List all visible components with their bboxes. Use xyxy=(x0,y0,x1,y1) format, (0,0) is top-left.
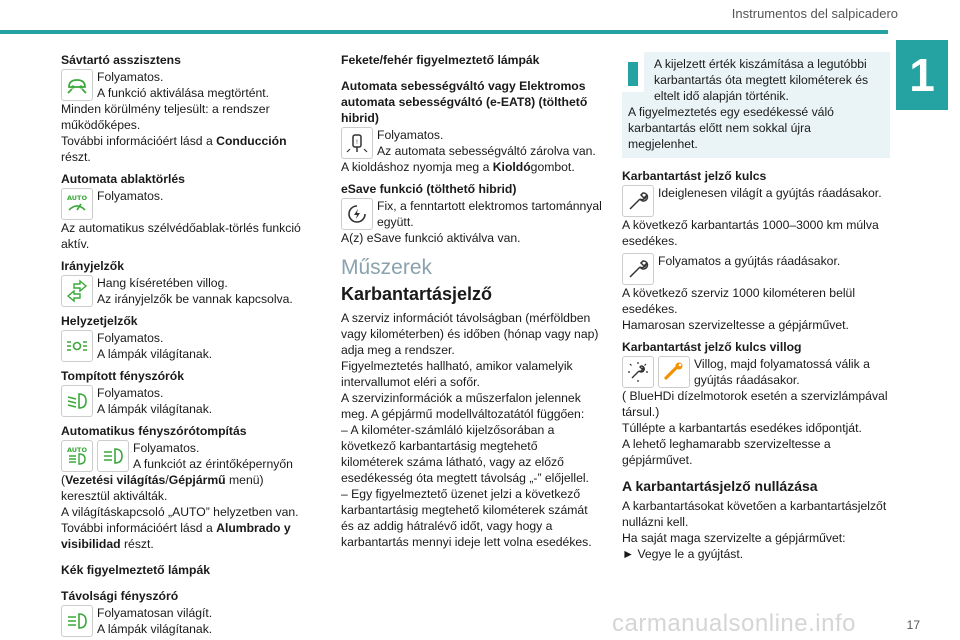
menu-reference: Gépjármű xyxy=(168,473,226,487)
subsection-title: A karbantartásjelző nullázása xyxy=(622,478,818,494)
paragraph: A(z) eSave funkció aktiválva van. xyxy=(341,231,521,245)
paragraph xyxy=(61,520,301,552)
svg-text:AUTO: AUTO xyxy=(66,446,88,454)
paragraph: A szervizinformációk a műszerfalon jelennek meg. A gépjármű modellváltozatától függően: xyxy=(341,391,585,421)
text: Az automata sebességváltó zárolva van. xyxy=(377,144,596,158)
heading-low-beam: Tompított fényszórók xyxy=(61,369,184,383)
heading-blue-warning-lamps: Kék figyelmeztető lámpák xyxy=(61,563,211,577)
text: Az irányjelzők be vannak kapcsolva. xyxy=(97,292,293,306)
info-box xyxy=(622,52,890,158)
page-number: 17 xyxy=(906,618,920,632)
text: Folyamatos. xyxy=(97,189,164,203)
svg-text:AUTO: AUTO xyxy=(66,194,88,202)
svg-text:!: ! xyxy=(355,139,359,146)
paragraph: Hamarosan szervizeltesse a gépjárművet. xyxy=(622,318,849,332)
paragraph: Az automatikus szélvédőablak-törlés funkció aktív. xyxy=(61,221,301,251)
info-icon xyxy=(622,52,644,92)
section-title: Műszerek xyxy=(341,256,433,279)
main-beam-icon xyxy=(61,605,93,637)
paragraph: A karbantartásokat követően a karbantartásjelzőt nullázni kell. xyxy=(622,499,887,529)
text: Folyamatosan világít. xyxy=(97,606,213,620)
text: Villog, majd folyamatossá válik a gyújtás ráadásakor. xyxy=(694,357,870,387)
text: Hang kíséretében villog. xyxy=(97,276,228,290)
paragraph: – A kilométer-számláló kijelzősorában a következő karbantartásig megtehető kilométerek száma látható, vagy az előző esedékesség óta megtett távolság „-” előjellel. xyxy=(341,423,589,485)
orange-wrench-icon xyxy=(658,356,690,388)
watermark: carmanualsonline.info xyxy=(612,610,856,637)
text: gombot. xyxy=(530,160,575,174)
text: részt. xyxy=(61,150,91,164)
column-1 xyxy=(61,52,301,637)
heading-turn-signals: Irányjelzők xyxy=(61,259,124,273)
paragraph xyxy=(61,472,301,504)
paragraph: A szerviz információt távolságban (mérföldben vagy kilométerben) és időben (hónap vagy nap) adja meg a rendszer. xyxy=(341,311,599,357)
text: A lámpák világítanak. xyxy=(97,622,213,636)
column-2 xyxy=(341,52,603,550)
text: részt. xyxy=(120,537,154,551)
text: menü) keresztül aktiválták. xyxy=(61,473,264,503)
wrench-icon xyxy=(622,253,654,285)
heading-main-beam: Távolsági fényszóró xyxy=(61,589,179,603)
indicator-row xyxy=(61,69,301,101)
indicator-row xyxy=(341,127,603,159)
heading-position-lights: Helyzetjelzők xyxy=(61,314,138,328)
indicator-row xyxy=(61,385,301,417)
text: Folyamatos a gyújtás ráadásakor. xyxy=(658,254,841,268)
paragraph: – Egy figyelmeztető üzenet jelzi a következő karbantartásig megtehető kilométerek számát és az addig hátralévő időt, vagy hogy a karbantartás mennyi ideje lett volna esedékes. xyxy=(341,487,592,549)
text: ( xyxy=(61,473,66,487)
text: További információért lásd a xyxy=(61,521,217,535)
indicator-row xyxy=(61,330,301,362)
heading-bw-warning-lamps: Fekete/fehér figyelmeztető lámpák xyxy=(341,53,540,67)
indicator-row xyxy=(61,275,301,307)
indicator-row xyxy=(622,185,890,217)
indicator-row xyxy=(622,356,890,388)
text: Folyamatos. xyxy=(377,128,444,142)
text: Folyamatos. xyxy=(97,386,164,400)
auto-headlight-icon xyxy=(61,440,93,472)
paragraph: A lehető leghamarabb szervizeltesse a gépjárművet. xyxy=(622,437,831,467)
high-beam-assist-icon xyxy=(97,440,129,472)
auto-wiper-icon xyxy=(61,188,93,220)
text: Ideiglenesen világít a gyújtás ráadásakor. xyxy=(658,186,882,200)
text: Folyamatos. xyxy=(97,331,164,345)
heading-service-key-flashing: Karbantartást jelző kulcs villog xyxy=(622,340,802,354)
heading-auto-high-beam: Automatikus fényszórótompítás xyxy=(61,424,247,438)
text: Folyamatos. xyxy=(97,70,164,84)
paragraph: Túllépte a karbantartás esedékes időpontját. xyxy=(622,421,862,435)
indicator-row xyxy=(61,188,301,220)
header-accent-bar xyxy=(0,30,888,34)
paragraph: A figyelmeztetés egy esedékessé váló karbantartás előtt nem sokkal újra megjelenhet. xyxy=(628,105,834,151)
header-title: Instrumentos del salpicadero xyxy=(731,6,898,21)
link-reference: Conducción xyxy=(216,134,287,148)
indicator-row xyxy=(61,605,301,637)
indicator-row xyxy=(61,440,301,472)
turn-signal-icon xyxy=(61,275,93,307)
heading-esave: eSave funkció (tölthető hibrid) xyxy=(341,182,517,196)
text: A kioldáshoz nyomja meg a xyxy=(341,160,493,174)
indicator-row xyxy=(341,198,603,230)
paragraph: Minden körülmény teljesült: a rendszer működőképes. xyxy=(61,102,270,132)
heading-auto-wipers: Automata ablaktörlés xyxy=(61,172,185,186)
paragraph xyxy=(341,159,603,175)
link-reference: Alumbrado y visibilidad xyxy=(61,521,291,551)
chapter-tab: 1 xyxy=(896,40,948,110)
text: A funkciót az érintőképernyőn xyxy=(133,457,293,471)
paragraph: A kijelzett érték kiszámítása a legutóbbi karbantartás óta megtett kilométerek és eltelt idő alapján történik. xyxy=(654,57,869,103)
text: A lámpák világítanak. xyxy=(97,402,213,416)
gearbox-lock-icon xyxy=(341,127,373,159)
text: Fix, a fenntartott elektromos tartománnyal együtt. xyxy=(377,199,602,229)
indicator-row xyxy=(622,253,890,285)
position-lights-icon xyxy=(61,330,93,362)
text: További információért lásd a xyxy=(61,134,217,148)
heading-service-key: Karbantartást jelző kulcs xyxy=(622,169,767,183)
flashing-wrench-icon xyxy=(622,356,654,388)
paragraph: Figyelmeztetés hallható, amikor valamelyik intervallumot eléri a sofőr. xyxy=(341,359,573,389)
lane-assist-icon xyxy=(61,69,93,101)
low-beam-icon xyxy=(61,385,93,417)
paragraph: A világításkapcsoló „AUTO” helyzetben van. xyxy=(61,505,299,519)
button-reference: Kioldó xyxy=(492,160,531,174)
paragraph: Ha saját maga szervizelte a gépjárművet: xyxy=(622,531,846,545)
esave-icon xyxy=(341,198,373,230)
column-3 xyxy=(622,52,890,562)
text: / xyxy=(165,473,169,487)
paragraph: ( BlueHDi dízelmotorok esetén a szervizlámpával társul.) xyxy=(622,389,888,419)
menu-reference: Vezetési világítás xyxy=(65,473,166,487)
paragraph: A következő szerviz 1000 kilométeren belül esedékes. xyxy=(622,286,856,316)
text: A lámpák világítanak. xyxy=(97,347,213,361)
heading-lane-assist: Sávtartó asszisztens xyxy=(61,53,181,67)
subsection-title: Karbantartásjelző xyxy=(341,284,493,304)
heading-auto-gearbox: Automata sebességváltó vagy Elektromos automata sebességváltó (e-EAT8) (tölthető hibrid) xyxy=(341,79,588,125)
paragraph xyxy=(61,133,301,165)
text: A funkció aktiválása megtörtént. xyxy=(97,86,270,100)
paragraph: ► Vegye le a gyújtást. xyxy=(622,547,744,561)
paragraph: A következő karbantartás 1000–3000 km múlva esedékes. xyxy=(622,218,879,248)
text: Folyamatos. xyxy=(133,441,200,455)
wrench-icon xyxy=(622,185,654,217)
